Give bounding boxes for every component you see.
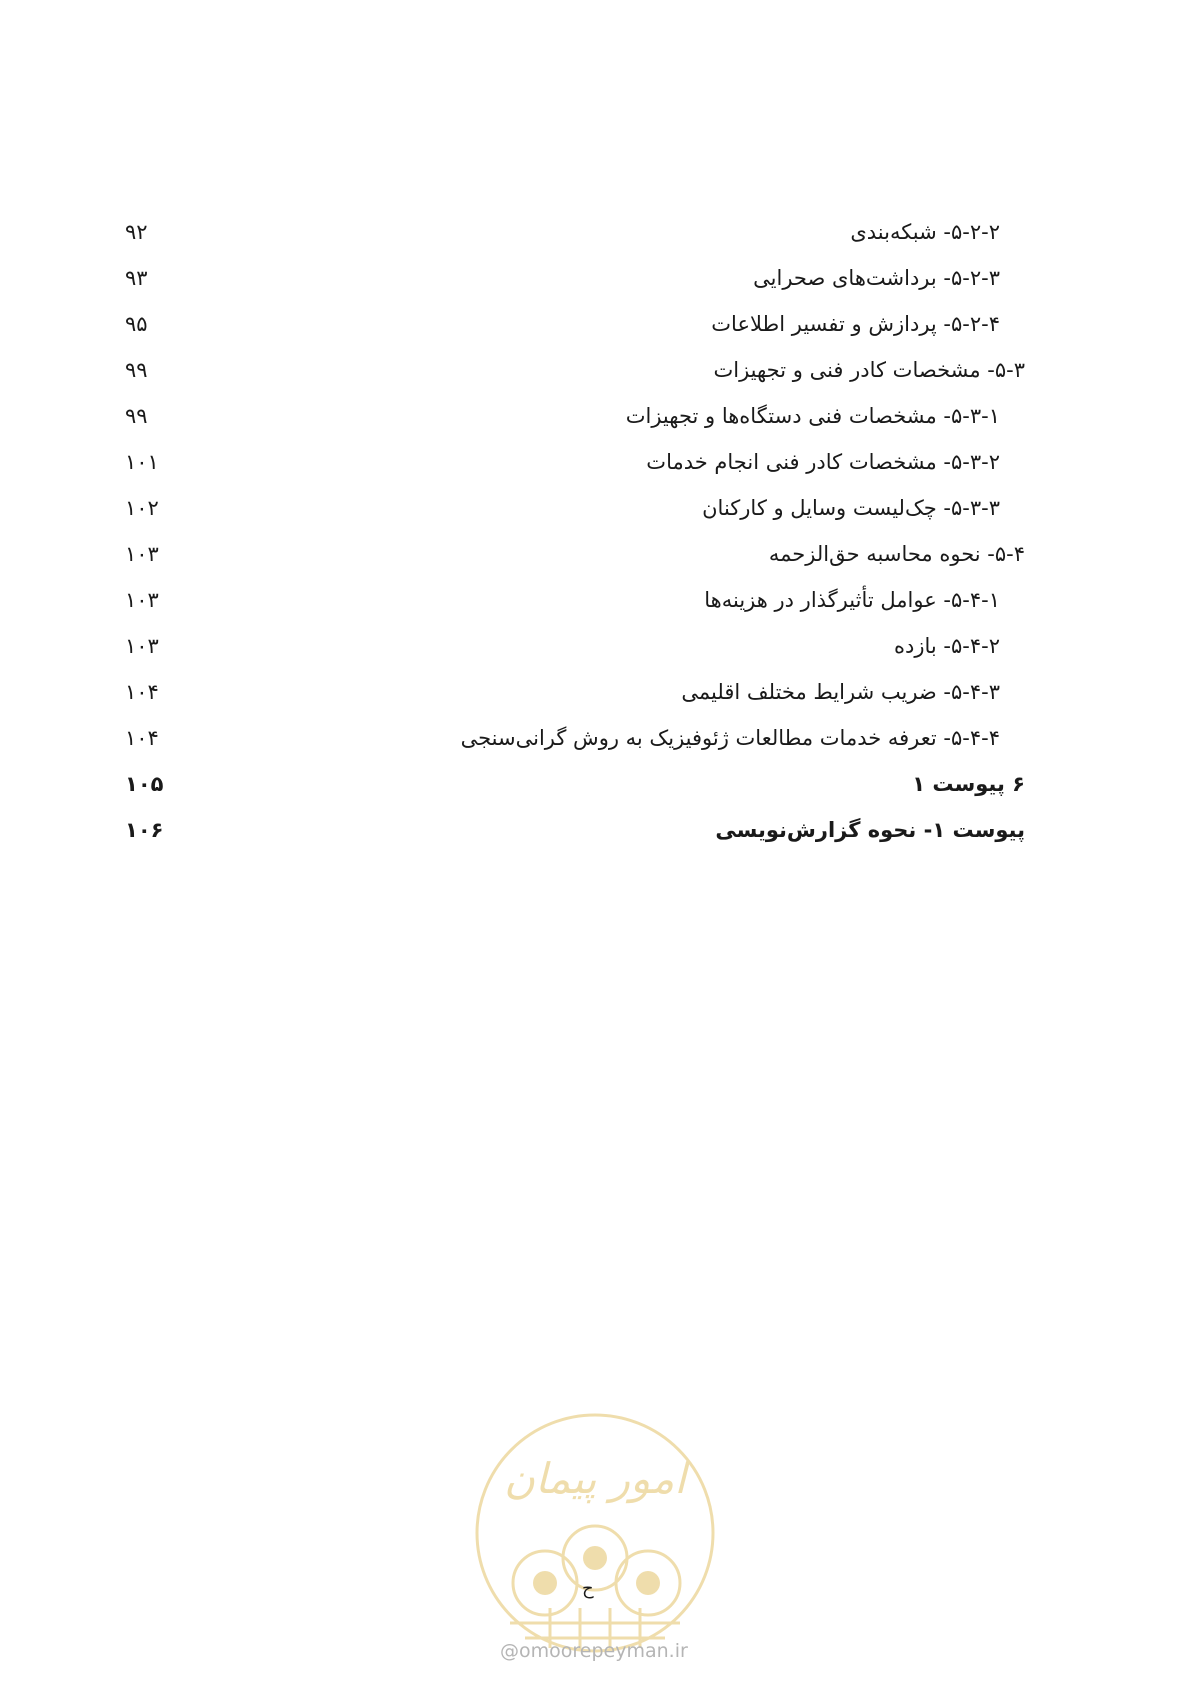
toc-entry-title: ۵-۲-۳- برداشت‌های صحرایی xyxy=(753,266,1000,290)
toc-entry[interactable] xyxy=(125,808,1025,854)
toc-entry-page: ۱۰۵ xyxy=(125,772,164,796)
toc-entry-title: ۵-۲-۴- پردازش و تفسیر اطلاعات xyxy=(711,312,1000,336)
toc-entry[interactable] xyxy=(125,348,1025,394)
toc-entry-page: ۹۹ xyxy=(125,358,148,382)
toc-entry-title: ۵-۲-۲- شبکه‌بندی xyxy=(850,220,1000,244)
toc-entry-title: ۵-۳- مشخصات کادر فنی و تجهیزات xyxy=(713,358,1025,382)
toc-entry-title: ۵-۴- نحوه محاسبه حق‌الزحمه xyxy=(768,542,1025,566)
toc-entry[interactable] xyxy=(125,624,1025,670)
toc-entry[interactable] xyxy=(125,302,1025,348)
toc-entry-page: ۱۰۴ xyxy=(125,726,159,750)
toc-entry-page: ۹۲ xyxy=(125,220,148,244)
toc-entry-page: ۱۰۲ xyxy=(125,496,159,520)
watermark-text: امور پیمان xyxy=(504,1454,686,1503)
page-number: ح xyxy=(582,1578,594,1599)
toc-entry[interactable] xyxy=(125,394,1025,440)
toc-entry-title: ۵-۳-۲- مشخصات کادر فنی انجام خدمات xyxy=(646,450,1000,474)
toc-entry[interactable] xyxy=(125,578,1025,624)
toc-entry-title: ۵-۴-۴- تعرفه خدمات مطالعات ژئوفیزیک به روش گرانی‌سنجی xyxy=(460,726,1000,750)
table-of-contents xyxy=(125,210,1025,854)
toc-entry-title: ۵-۴-۳- ضریب شرایط مختلف اقلیمی xyxy=(681,680,1000,704)
toc-entry-page: ۹۳ xyxy=(125,266,148,290)
site-watermark: @omoorepeyman.ir xyxy=(500,1640,688,1662)
toc-entry-title: ۶ پیوست ۱ xyxy=(912,772,1025,796)
toc-entry-page: ۱۰۱ xyxy=(125,450,159,474)
toc-entry-page: ۱۰۳ xyxy=(125,588,159,612)
watermark-logo xyxy=(470,1408,720,1658)
toc-entry-title: پیوست ۱- نحوه گزارش‌نویسی xyxy=(715,818,1025,842)
toc-entry-title: ۵-۳-۱- مشخصات فنی دستگاه‌ها و تجهیزات xyxy=(625,404,1000,428)
toc-entry[interactable] xyxy=(125,256,1025,302)
toc-entry[interactable] xyxy=(125,762,1025,808)
toc-entry[interactable] xyxy=(125,716,1025,762)
toc-entry-page: ۹۹ xyxy=(125,404,148,428)
toc-entry-page: ۹۵ xyxy=(125,312,148,336)
toc-entry-title: ۵-۴-۱- عوامل تأثیرگذار در هزینه‌ها xyxy=(704,588,1000,612)
toc-entry[interactable] xyxy=(125,670,1025,716)
toc-entry[interactable] xyxy=(125,486,1025,532)
toc-entry-title: ۵-۳-۳- چک‌لیست وسایل و کارکنان xyxy=(702,496,1000,520)
toc-entry-page: ۱۰۶ xyxy=(125,818,164,842)
toc-entry-page: ۱۰۴ xyxy=(125,680,159,704)
toc-entry[interactable] xyxy=(125,532,1025,578)
toc-entry-page: ۱۰۳ xyxy=(125,542,159,566)
toc-entry[interactable] xyxy=(125,210,1025,256)
toc-entry-page: ۱۰۳ xyxy=(125,634,159,658)
toc-entry-title: ۵-۴-۲- بازده xyxy=(894,634,1000,658)
toc-entry[interactable] xyxy=(125,440,1025,486)
